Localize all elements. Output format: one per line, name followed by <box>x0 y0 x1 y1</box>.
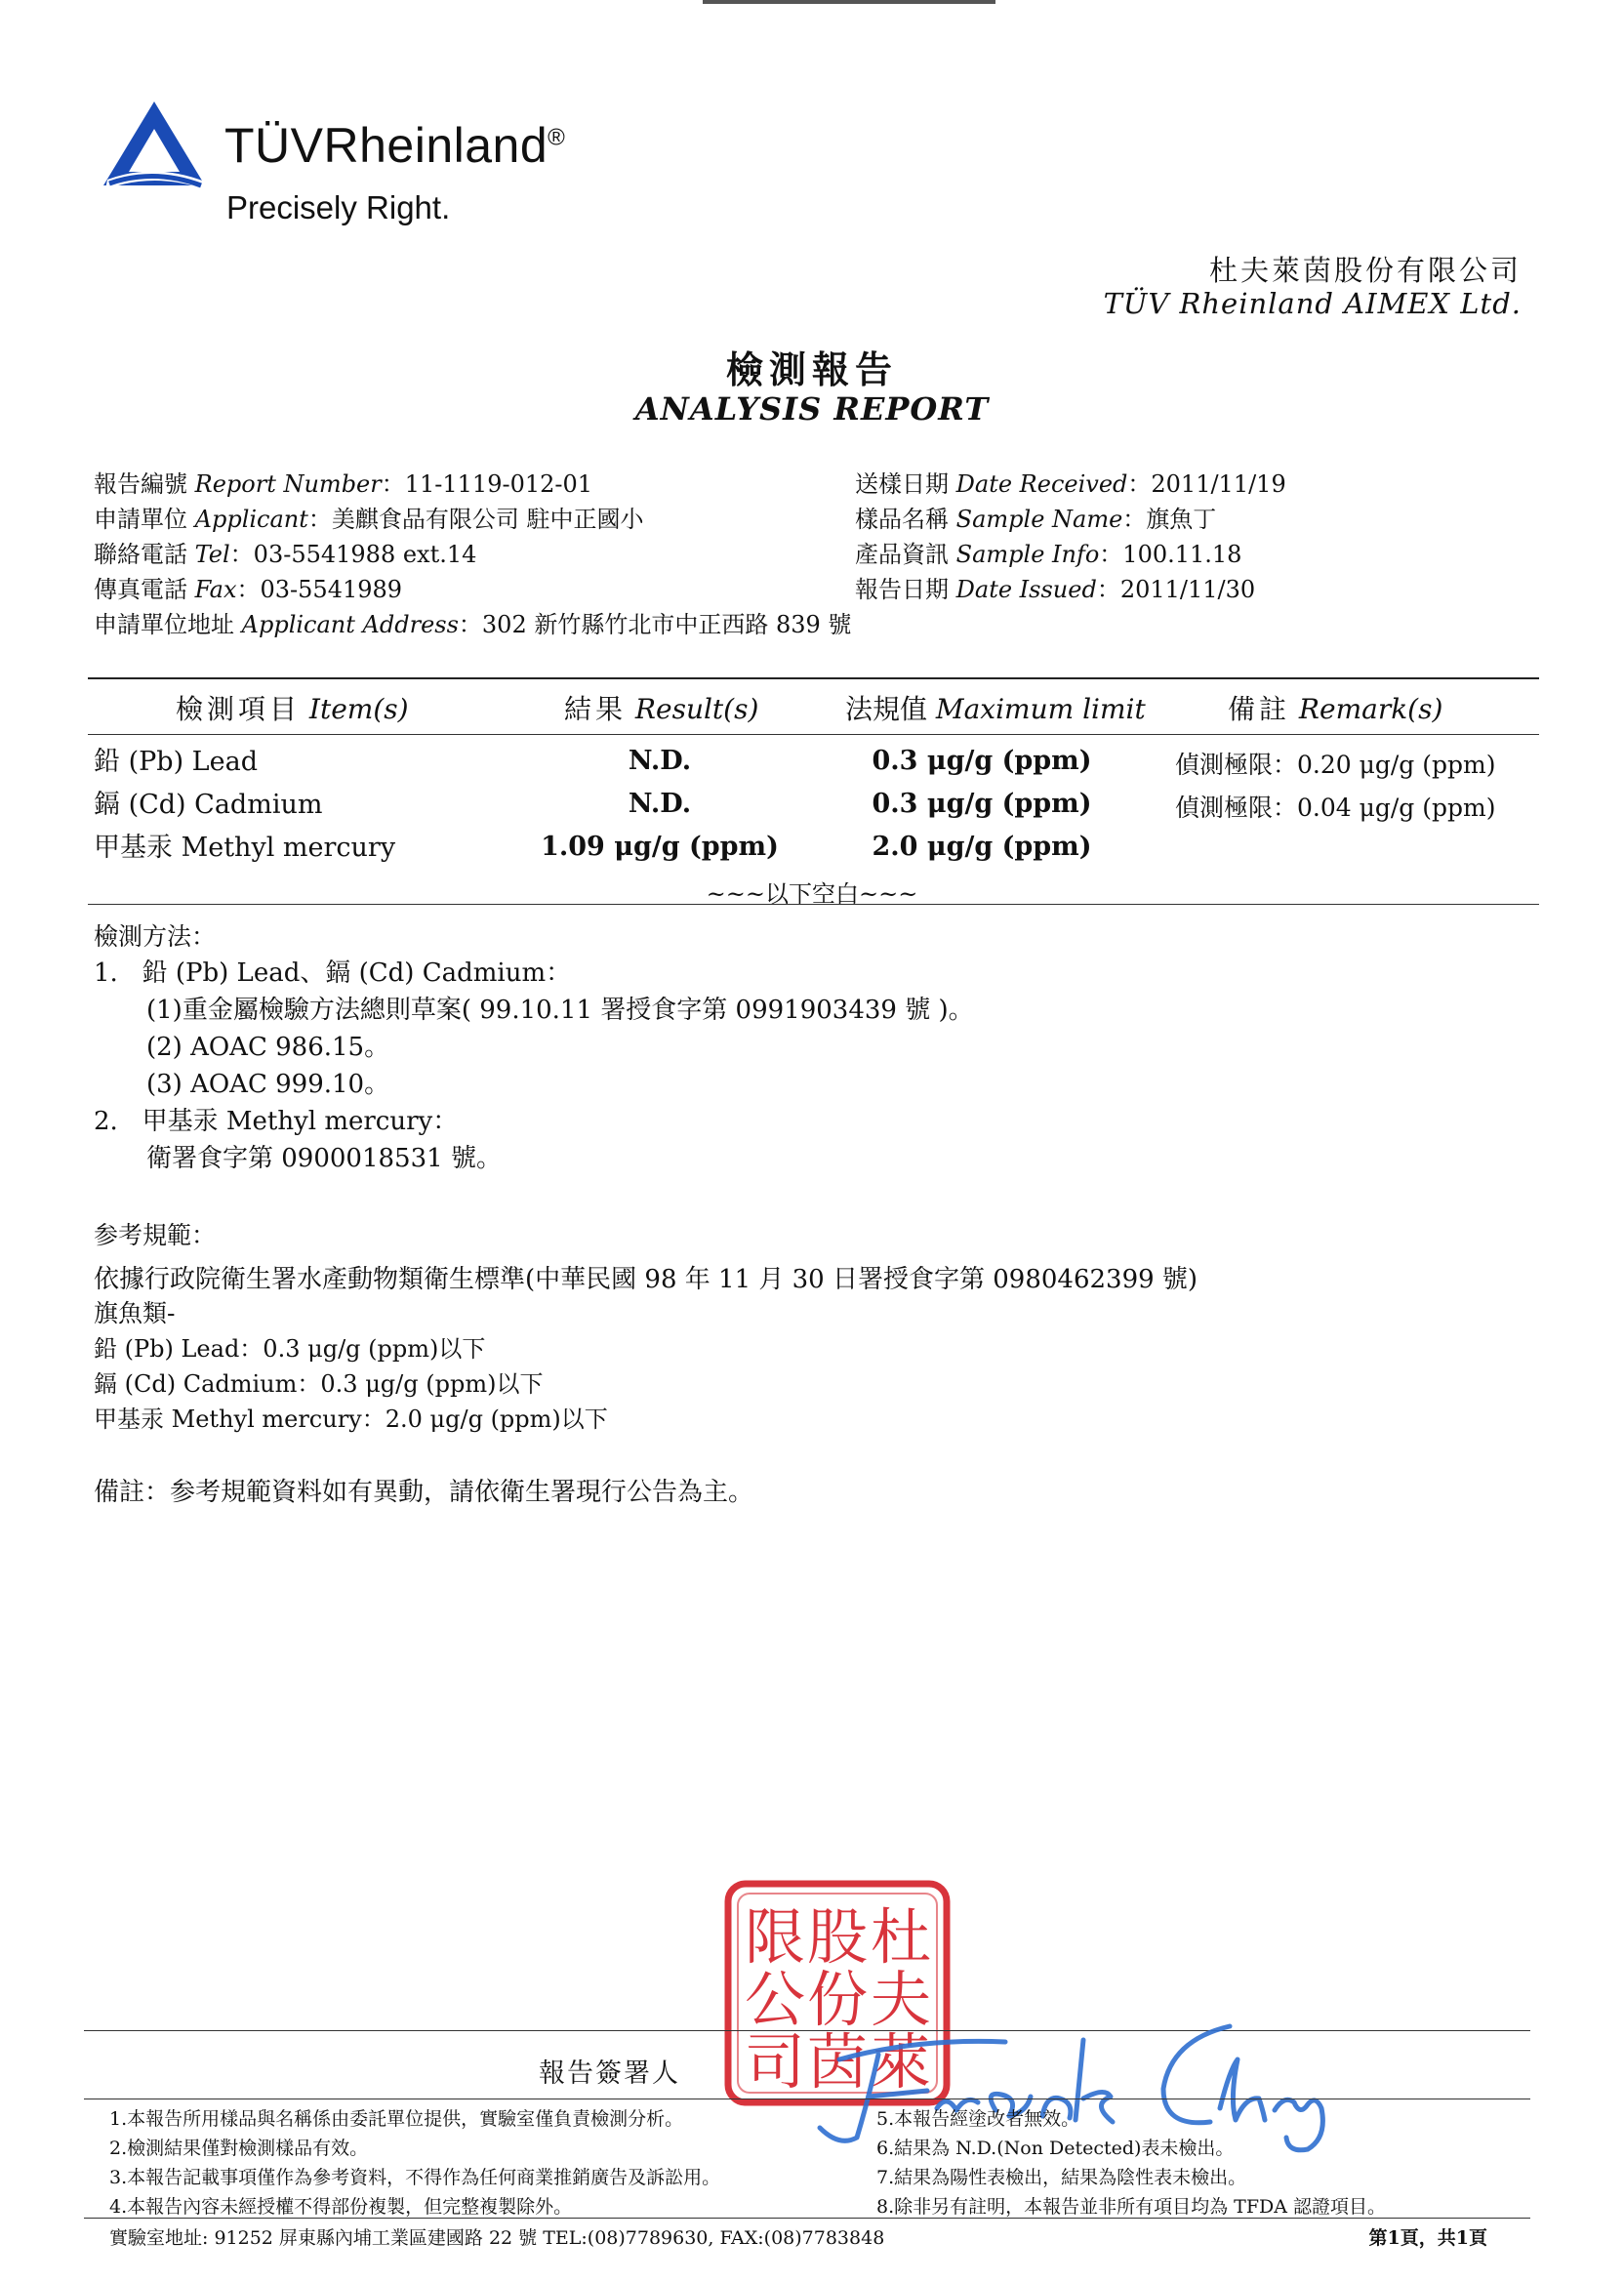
label-zh: 傳真電話 <box>94 576 187 603</box>
reference-note: 備註：参考規範資料如有異動，請依衛生署現行公告為主。 <box>94 1478 754 1507</box>
cell-item: 鉛 (Pb) Lead <box>94 747 258 777</box>
report-title-zh: 檢測報告 <box>725 347 898 391</box>
methods-line: (1)重金屬檢驗方法總則草案( 99.10.11 署授食字第 0991903439 號 )。 <box>146 996 974 1025</box>
reference-line: 旗魚類- <box>94 1299 176 1327</box>
sample-name-value: 旗魚丁 <box>1146 506 1217 533</box>
lab-address: 實驗室地址: 91252 屏東縣內埔工業區建國路 22 號 TEL:(08)7789630, FAX:(08)7783848 <box>109 2227 885 2249</box>
svg-text:限: 限 <box>744 1901 806 1973</box>
label-zh: 申請單位 <box>94 506 187 533</box>
cell-limit: 0.3 μg/g (ppm) <box>872 746 1092 776</box>
table-end-note: ~~~以下空白~~~ <box>706 880 918 908</box>
report-title-en: ANALYSIS REPORT <box>634 390 990 428</box>
info-fax: 傳真電話 Fax：03-5541989 <box>94 576 403 603</box>
footer-note: 3.本報告記載事項僅作為參考資料，不得作為任何商業推銷廣告及訴訟用。 <box>109 2167 721 2188</box>
cell-result: 1.09 μg/g (ppm) <box>541 832 779 862</box>
table-row <box>94 783 1538 826</box>
methods-line: 1. 鉛 (Pb) Lead、鎘 (Cd) Cadmium： <box>94 958 572 988</box>
svg-text:股: 股 <box>806 1901 869 1973</box>
cell-limit: 0.3 μg/g (ppm) <box>872 789 1092 819</box>
svg-text:夫: 夫 <box>870 1964 932 2035</box>
scan-edge <box>703 0 995 4</box>
th-limit-en: Maximum limit <box>935 693 1146 725</box>
methods-line: 2. 甲基汞 Methyl mercury： <box>94 1107 459 1136</box>
th-item-en: Item(s) <box>308 693 409 725</box>
applicant-value: 美麒食品有限公司 駐中正國小 <box>331 506 644 533</box>
label-en: Date Received <box>955 470 1128 498</box>
label-zh: 申請單位地址 <box>94 611 234 638</box>
cell-remark: 偵測極限：0.04 μg/g (ppm) <box>1175 794 1496 822</box>
table-bottom-rule <box>88 904 1539 905</box>
label-zh: 聯絡電話 <box>94 541 187 568</box>
footer-note: 2.檢測結果僅對檢測樣品有效。 <box>109 2138 369 2159</box>
info-address: 申請單位地址 Applicant Address：302 新竹縣竹北市中正西路 839 號 <box>94 611 852 638</box>
th-result-en: Result(s) <box>634 693 759 725</box>
logo-tagline: Precisely Right. <box>226 189 451 225</box>
reference-line: 鎘 (Cd) Cadmium：0.3 μg/g (ppm)以下 <box>94 1370 544 1398</box>
sample-info-value: 100.11.18 <box>1122 541 1242 568</box>
company-name-en: TÜV Rheinland AIMEX Ltd. <box>1103 287 1522 320</box>
label-en: Report Number <box>194 470 382 498</box>
footer-note: 4.本報告內容未經授權不得部份複製，但完整複製除外。 <box>109 2196 573 2218</box>
th-limit <box>845 688 1146 727</box>
svg-text:杜: 杜 <box>870 1901 932 1973</box>
info-date-issued: 報告日期 Date Issued：2011/11/30 <box>855 576 1256 603</box>
info-applicant: 申請單位 Applicant：美麒食品有限公司 駐中正國小 <box>94 506 644 533</box>
logo-wordmark-text: TÜVRheinland <box>224 118 548 173</box>
info-tel: 聯絡電話 Tel：03-5541988 ext.14 <box>94 541 477 568</box>
th-result-zh: 結果 <box>564 693 628 725</box>
label-en: Date Issued <box>955 576 1097 603</box>
table-header-rule <box>88 734 1539 735</box>
reference-line: 甲基汞 Methyl mercury：2.0 μg/g (ppm)以下 <box>94 1406 608 1433</box>
company-name-zh: 杜夫萊茵股份有限公司 <box>1208 254 1522 287</box>
info-report-number: 報告編號 Report Number：11-1119-012-01 <box>94 470 593 498</box>
label-en: Tel <box>194 541 230 568</box>
logo-wordmark <box>224 117 565 174</box>
fax-value: 03-5541989 <box>260 576 403 603</box>
date-issued-value: 2011/11/30 <box>1119 576 1256 603</box>
tel-value: 03-5541988 ext.14 <box>253 541 477 568</box>
cell-result: N.D. <box>628 789 692 819</box>
reference-line: 鉛 (Pb) Lead：0.3 μg/g (ppm)以下 <box>94 1335 486 1363</box>
reference-heading: 参考規範： <box>94 1221 217 1249</box>
th-item <box>176 688 409 727</box>
methods-line: 衛署食字第 0900018531 號。 <box>146 1144 502 1173</box>
svg-text:份: 份 <box>806 1964 869 2035</box>
report-number-value: 11-1119-012-01 <box>404 470 593 498</box>
table-top-rule <box>88 677 1539 679</box>
cell-remark: 偵測極限：0.20 μg/g (ppm) <box>1175 751 1496 779</box>
label-en: Applicant <box>194 506 308 533</box>
footer-note: 5.本報告經塗改者無效。 <box>876 2108 1080 2130</box>
svg-text:公: 公 <box>744 1964 806 2035</box>
info-date-received: 送樣日期 Date Received：2011/11/19 <box>855 470 1286 498</box>
footer-note: 7.結果為陽性表檢出，結果為陰性表未檢出。 <box>876 2167 1247 2188</box>
info-sample-info: 產品資訊 Sample Info：100.11.18 <box>855 541 1242 568</box>
footer-note: 1.本報告所用樣品與名稱係由委託單位提供，實驗室僅負責檢測分析。 <box>109 2108 684 2130</box>
signatory-label: 報告簽署人 <box>539 2058 680 2089</box>
footer-bottom-rule <box>84 2218 1530 2219</box>
label-zh: 樣品名稱 <box>855 506 949 533</box>
methods-line: (3) AOAC 999.10。 <box>146 1070 390 1099</box>
footer-note: 8.除非另有註明，本報告並非所有項目均為 TFDA 認證項目。 <box>876 2196 1387 2218</box>
th-remark-en: Remark(s) <box>1298 693 1443 725</box>
svg-text:萊: 萊 <box>870 2026 932 2098</box>
triangle-logo-icon <box>103 102 205 193</box>
label-zh: 送樣日期 <box>855 470 949 498</box>
cell-result: N.D. <box>628 746 692 776</box>
label-zh: 報告編號 <box>94 470 187 498</box>
methods-heading: 檢測方法： <box>94 922 217 951</box>
label-en: Sample Name <box>955 506 1123 533</box>
footer-note: 6.結果為 N.D.(Non Detected)表未檢出。 <box>876 2138 1235 2159</box>
svg-text:司: 司 <box>744 2026 806 2098</box>
registered-mark: ® <box>548 124 566 151</box>
table-row <box>94 740 1538 783</box>
date-received-value: 2011/11/19 <box>1151 470 1286 498</box>
label-zh: 產品資訊 <box>855 541 949 568</box>
table-row <box>94 826 1538 869</box>
info-sample-name: 樣品名稱 Sample Name：旗魚丁 <box>855 506 1217 533</box>
methods-line: (2) AOAC 986.15。 <box>146 1033 390 1062</box>
cell-item: 鎘 (Cd) Cadmium <box>94 790 323 820</box>
svg-text:茵: 茵 <box>806 2026 869 2098</box>
label-en: Fax <box>194 576 237 603</box>
label-zh: 報告日期 <box>855 576 949 603</box>
page-number: 第1頁，共1頁 <box>1368 2227 1487 2249</box>
label-en: Sample Info <box>955 541 1100 568</box>
th-result <box>564 688 758 727</box>
tuv-logo <box>103 98 611 234</box>
reference-line: 依據行政院衛生署水產動物類衛生標準(中華民國 98 年 11 月 30 日署授食字第 0980462399 號) <box>94 1265 1198 1294</box>
th-remark <box>1228 688 1442 727</box>
th-remark-zh: 備註 <box>1228 693 1291 725</box>
th-item-zh: 檢測項目 <box>176 693 302 725</box>
label-en: Applicant Address <box>241 611 459 638</box>
address-value: 302 新竹縣竹北市中正西路 839 號 <box>481 611 852 638</box>
cell-item: 甲基汞 Methyl mercury <box>94 833 396 863</box>
th-limit-zh: 法規值 <box>845 693 928 725</box>
cell-limit: 2.0 μg/g (ppm) <box>872 832 1092 862</box>
